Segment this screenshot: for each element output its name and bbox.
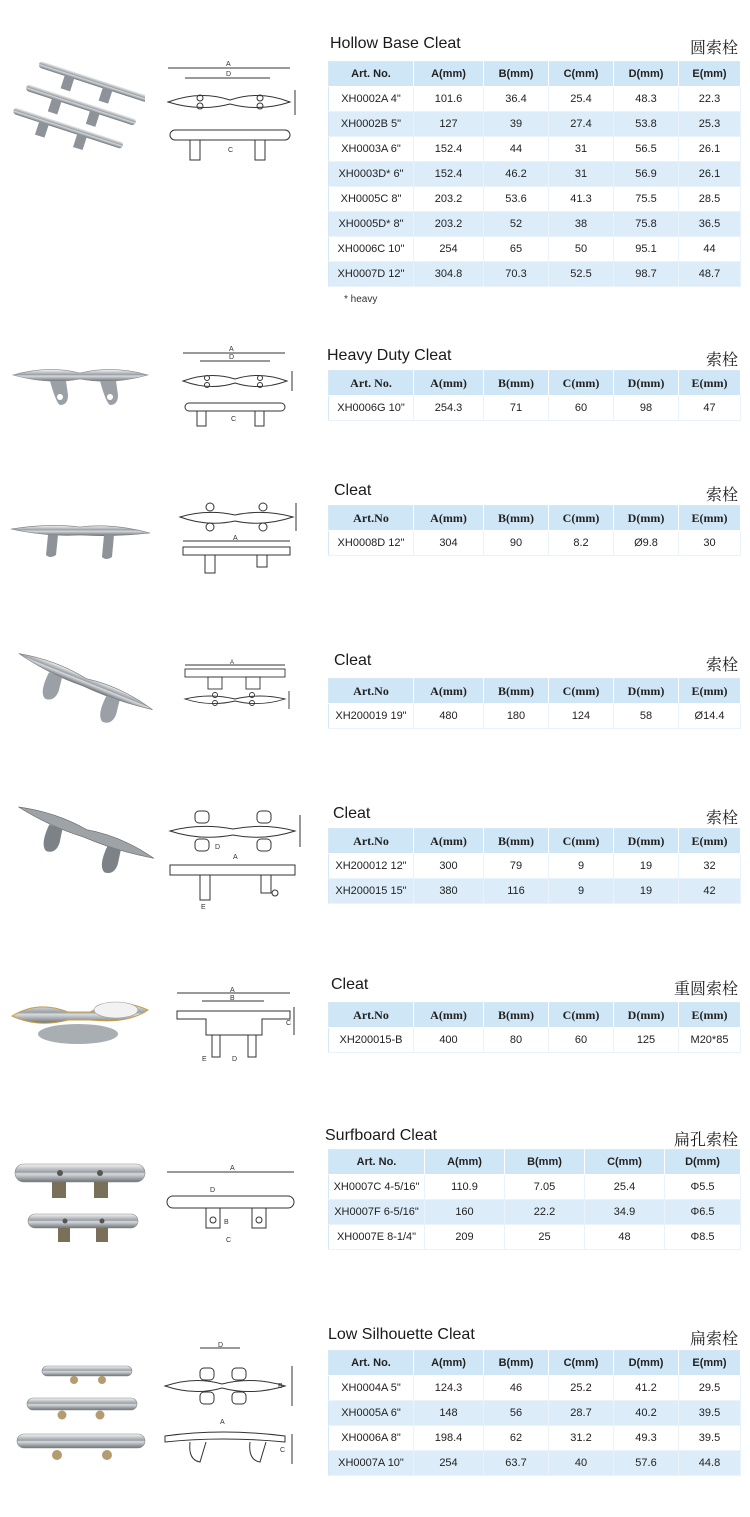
low-silhouette-cleat-photo bbox=[12, 1360, 152, 1475]
dimension-cell: 47 bbox=[679, 396, 741, 421]
column-header: A(mm) bbox=[425, 1150, 505, 1175]
hollow-base-cleat-drawing bbox=[160, 60, 300, 170]
dimension-cell: 56.9 bbox=[614, 162, 679, 187]
section-title-cn: 索栓 bbox=[705, 808, 738, 827]
dim-a-label: A bbox=[229, 346, 234, 353]
section-title: Cleat bbox=[331, 976, 369, 993]
column-header: A(mm) bbox=[414, 506, 484, 531]
dimension-cell: 70.3 bbox=[484, 262, 549, 287]
article-number-cell: XH0007F 6-5/16" bbox=[329, 1200, 425, 1225]
table-row bbox=[329, 187, 741, 212]
article-number-cell: XH0004A 5" bbox=[329, 1376, 414, 1401]
column-header: Art. No. bbox=[329, 371, 414, 396]
dimension-cell: 52.5 bbox=[549, 262, 614, 287]
table-row bbox=[329, 1200, 741, 1225]
dimension-cell: Φ6.5 bbox=[665, 1200, 741, 1225]
article-number-cell: XH0007C 4-5/16" bbox=[329, 1175, 425, 1200]
heavy-duty-cleat-drawing bbox=[175, 345, 300, 430]
dimension-cell: 25.3 bbox=[679, 112, 741, 137]
dim-e-label: E bbox=[201, 904, 206, 910]
article-number-cell: XH0007A 10" bbox=[329, 1451, 414, 1476]
dimension-cell: 79 bbox=[484, 854, 549, 879]
dimension-cell: 125 bbox=[614, 1028, 679, 1053]
column-header: C(mm) bbox=[549, 679, 614, 704]
column-header: B(mm) bbox=[505, 1150, 585, 1175]
article-number-cell: XH0003D* 6" bbox=[329, 162, 414, 187]
table-row bbox=[329, 1175, 741, 1200]
column-header: A(mm) bbox=[414, 371, 484, 396]
dimension-cell: 46.2 bbox=[484, 162, 549, 187]
cleat-drawing bbox=[165, 805, 305, 910]
dimension-cell: 209 bbox=[425, 1225, 505, 1250]
dim-a-label: A bbox=[230, 987, 235, 994]
surfboard-cleat-drawing bbox=[162, 1160, 302, 1260]
table-row bbox=[329, 1376, 741, 1401]
dim-c-label: C bbox=[286, 1020, 292, 1027]
dimension-cell: 101.6 bbox=[414, 87, 484, 112]
table-row bbox=[329, 262, 741, 287]
table-header-row bbox=[329, 1150, 741, 1175]
table-row bbox=[329, 879, 741, 904]
column-header: E(mm) bbox=[679, 679, 741, 704]
column-header: A(mm) bbox=[414, 1351, 484, 1376]
column-header: A(mm) bbox=[414, 679, 484, 704]
dimension-cell: 63.7 bbox=[484, 1451, 549, 1476]
dimension-cell: 152.4 bbox=[414, 162, 484, 187]
column-header: Art.No bbox=[329, 1003, 414, 1028]
dimension-cell: 58 bbox=[614, 704, 679, 729]
dimension-cell: Ø9.8 bbox=[614, 531, 679, 556]
section-title-cn: 索栓 bbox=[705, 350, 738, 369]
dimension-cell: 53.8 bbox=[614, 112, 679, 137]
dim-d-label: D bbox=[218, 1342, 224, 1349]
dimension-cell: 116 bbox=[484, 879, 549, 904]
low-silhouette-cleat-drawing bbox=[160, 1340, 305, 1475]
dimension-cell: 48.7 bbox=[679, 262, 741, 287]
article-number-cell: XH0005D* 8" bbox=[329, 212, 414, 237]
section-title: Hollow Base Cleat bbox=[330, 35, 461, 52]
dimension-cell: 380 bbox=[414, 879, 484, 904]
dimension-cell: 304.8 bbox=[414, 262, 484, 287]
dimension-cell: 22.3 bbox=[679, 87, 741, 112]
dimension-cell: 41.3 bbox=[549, 187, 614, 212]
dim-d-label: D bbox=[210, 1187, 216, 1194]
dimension-cell: 160 bbox=[425, 1200, 505, 1225]
dimension-cell: 9 bbox=[549, 854, 614, 879]
article-number-cell: XH0002A 4" bbox=[329, 87, 414, 112]
table-row bbox=[329, 87, 741, 112]
dimension-cell: 28.7 bbox=[549, 1401, 614, 1426]
column-header: A(mm) bbox=[414, 829, 484, 854]
column-header: D(mm) bbox=[665, 1150, 741, 1175]
dimension-cell: M20*85 bbox=[679, 1028, 741, 1053]
section-title: Low Silhouette Cleat bbox=[328, 1326, 475, 1343]
section-title-cn: 扁索栓 bbox=[689, 1329, 738, 1348]
article-number-cell: XH0007E 8-1/4" bbox=[329, 1225, 425, 1250]
dimension-cell: 56 bbox=[484, 1401, 549, 1426]
table-row bbox=[329, 1028, 741, 1053]
dimension-cell: 180 bbox=[484, 704, 549, 729]
spec-table bbox=[328, 1002, 741, 1053]
article-number-cell: XH200015-B bbox=[329, 1028, 414, 1053]
dimension-cell: 46 bbox=[484, 1376, 549, 1401]
dim-d-label: D bbox=[215, 844, 221, 851]
dimension-cell: 56.5 bbox=[614, 137, 679, 162]
section-title: Heavy Duty Cleat bbox=[327, 347, 452, 364]
section-title-cn: 索栓 bbox=[705, 655, 738, 674]
column-header: Art. No. bbox=[329, 1351, 414, 1376]
dimension-cell: 22.2 bbox=[505, 1200, 585, 1225]
table-header-row bbox=[329, 506, 741, 531]
dimension-cell: Ø14.4 bbox=[679, 704, 741, 729]
table-row bbox=[329, 396, 741, 421]
article-number-cell: XH200012 12" bbox=[329, 854, 414, 879]
column-header: B(mm) bbox=[484, 371, 549, 396]
table-header-row bbox=[329, 371, 741, 396]
heavy-note: * heavy bbox=[344, 294, 378, 305]
dimension-cell: 198.4 bbox=[414, 1426, 484, 1451]
cleat-drawing bbox=[175, 495, 300, 580]
dimension-cell: 44.8 bbox=[679, 1451, 741, 1476]
spec-table bbox=[328, 1350, 741, 1476]
dimension-cell: 75.5 bbox=[614, 187, 679, 212]
dimension-cell: 98 bbox=[614, 396, 679, 421]
dimension-cell: 39.5 bbox=[679, 1401, 741, 1426]
dim-b-label: B bbox=[224, 1219, 229, 1226]
article-number-cell: XH0005A 6" bbox=[329, 1401, 414, 1426]
dimension-cell: 304 bbox=[414, 531, 484, 556]
cleat-photo bbox=[8, 640, 158, 735]
dim-d-label: D bbox=[226, 71, 232, 78]
dimension-cell: 8.2 bbox=[549, 531, 614, 556]
spec-table bbox=[328, 370, 741, 421]
column-header: A(mm) bbox=[414, 62, 484, 87]
article-number-cell: XH0006G 10" bbox=[329, 396, 414, 421]
table-row bbox=[329, 137, 741, 162]
dimension-cell: 39 bbox=[484, 112, 549, 137]
table-row bbox=[329, 162, 741, 187]
dimension-cell: 80 bbox=[484, 1028, 549, 1053]
article-number-cell: XH0002B 5" bbox=[329, 112, 414, 137]
column-header: C(mm) bbox=[549, 1351, 614, 1376]
dimension-cell: 50 bbox=[549, 237, 614, 262]
dimension-cell: 203.2 bbox=[414, 187, 484, 212]
dimension-cell: 98.7 bbox=[614, 262, 679, 287]
cleat-drawing bbox=[172, 985, 300, 1065]
column-header: B(mm) bbox=[484, 679, 549, 704]
dimension-cell: 40 bbox=[549, 1451, 614, 1476]
dim-b-label: B bbox=[278, 1383, 283, 1390]
dimension-cell: 44 bbox=[679, 237, 741, 262]
dimension-cell: 44 bbox=[484, 137, 549, 162]
dimension-cell: 28.5 bbox=[679, 187, 741, 212]
dimension-cell: 400 bbox=[414, 1028, 484, 1053]
column-header: D(mm) bbox=[614, 62, 679, 87]
dimension-cell: 480 bbox=[414, 704, 484, 729]
column-header: Art.No bbox=[329, 829, 414, 854]
dimension-cell: 75.8 bbox=[614, 212, 679, 237]
spec-table bbox=[328, 505, 741, 556]
dimension-cell: 32 bbox=[679, 854, 741, 879]
table-row bbox=[329, 531, 741, 556]
hollow-base-cleat-photo bbox=[5, 60, 145, 170]
dimension-cell: 19 bbox=[614, 879, 679, 904]
column-header: D(mm) bbox=[614, 829, 679, 854]
column-header: Art.No bbox=[329, 679, 414, 704]
cleat-drawing bbox=[180, 655, 295, 735]
dimension-cell: 25 bbox=[505, 1225, 585, 1250]
table-row bbox=[329, 704, 741, 729]
section-hollow-base-cleat bbox=[0, 0, 750, 320]
cleat-photo bbox=[8, 795, 158, 885]
section-title: Cleat bbox=[334, 482, 372, 499]
dimension-cell: 7.05 bbox=[505, 1175, 585, 1200]
column-header: D(mm) bbox=[614, 679, 679, 704]
dimension-cell: 19 bbox=[614, 854, 679, 879]
article-number-cell: XH0005C 8" bbox=[329, 187, 414, 212]
dimension-cell: 25.4 bbox=[549, 87, 614, 112]
dimension-cell: 60 bbox=[549, 396, 614, 421]
article-number-cell: XH0003A 6" bbox=[329, 137, 414, 162]
dimension-cell: 25.2 bbox=[549, 1376, 614, 1401]
section-title: Surfboard Cleat bbox=[325, 1127, 438, 1144]
dimension-cell: 36.5 bbox=[679, 212, 741, 237]
dimension-cell: 26.1 bbox=[679, 137, 741, 162]
dimension-cell: 110.9 bbox=[425, 1175, 505, 1200]
column-header: B(mm) bbox=[484, 1351, 549, 1376]
table-header-row bbox=[329, 1003, 741, 1028]
column-header: A(mm) bbox=[414, 1003, 484, 1028]
dimension-cell: 254.3 bbox=[414, 396, 484, 421]
column-header: E(mm) bbox=[679, 371, 741, 396]
section-title-cn: 扁孔索栓 bbox=[673, 1130, 738, 1149]
dimension-cell: 95.1 bbox=[614, 237, 679, 262]
dimension-cell: 254 bbox=[414, 237, 484, 262]
dimension-cell: Φ8.5 bbox=[665, 1225, 741, 1250]
column-header: E(mm) bbox=[679, 1003, 741, 1028]
article-number-cell: XH200015 15" bbox=[329, 879, 414, 904]
dimension-cell: 31 bbox=[549, 137, 614, 162]
article-number-cell: XH0007D 12" bbox=[329, 262, 414, 287]
dimension-cell: 60 bbox=[549, 1028, 614, 1053]
dim-b-label: B bbox=[230, 995, 235, 1002]
dimension-cell: 49.3 bbox=[614, 1426, 679, 1451]
article-number-cell: XH200019 19" bbox=[329, 704, 414, 729]
dim-c-label: C bbox=[231, 416, 237, 423]
column-header: E(mm) bbox=[679, 506, 741, 531]
dim-a-label: A bbox=[220, 1419, 225, 1426]
dimension-cell: Φ5.5 bbox=[665, 1175, 741, 1200]
dim-c-label: C bbox=[228, 147, 234, 154]
column-header: D(mm) bbox=[614, 371, 679, 396]
dim-d-label: D bbox=[229, 354, 235, 361]
column-header: C(mm) bbox=[549, 1003, 614, 1028]
dimension-cell: 31 bbox=[549, 162, 614, 187]
dimension-cell: 300 bbox=[414, 854, 484, 879]
table-header-row bbox=[329, 679, 741, 704]
table-row bbox=[329, 1225, 741, 1250]
dimension-cell: 42 bbox=[679, 879, 741, 904]
dimension-cell: 124.3 bbox=[414, 1376, 484, 1401]
dimension-cell: 30 bbox=[679, 531, 741, 556]
dimension-cell: 27.4 bbox=[549, 112, 614, 137]
table-row bbox=[329, 212, 741, 237]
section-title: Cleat bbox=[334, 652, 372, 669]
table-row bbox=[329, 1401, 741, 1426]
column-header: C(mm) bbox=[549, 829, 614, 854]
column-header: Art. No. bbox=[329, 1150, 425, 1175]
column-header: E(mm) bbox=[679, 62, 741, 87]
surfboard-cleat-photo bbox=[10, 1158, 150, 1253]
column-header: B(mm) bbox=[484, 1003, 549, 1028]
heavy-duty-cleat-photo bbox=[8, 355, 153, 425]
column-header: B(mm) bbox=[484, 829, 549, 854]
section-title-cn: 圆索栓 bbox=[689, 38, 738, 57]
dimension-cell: 203.2 bbox=[414, 212, 484, 237]
dimension-cell: 39.5 bbox=[679, 1426, 741, 1451]
dimension-cell: 254 bbox=[414, 1451, 484, 1476]
spec-table bbox=[328, 1149, 741, 1250]
cleat-photo bbox=[8, 505, 153, 565]
dimension-cell: 65 bbox=[484, 237, 549, 262]
section-title: Cleat bbox=[333, 805, 371, 822]
column-header: C(mm) bbox=[549, 506, 614, 531]
dimension-cell: 38 bbox=[549, 212, 614, 237]
column-header: Art. No. bbox=[329, 62, 414, 87]
column-header: Art.No bbox=[329, 506, 414, 531]
dimension-cell: 9 bbox=[549, 879, 614, 904]
column-header: C(mm) bbox=[585, 1150, 665, 1175]
dim-c-label: C bbox=[226, 1237, 232, 1244]
table-row bbox=[329, 237, 741, 262]
dimension-cell: 57.6 bbox=[614, 1451, 679, 1476]
dim-a-label: A bbox=[226, 61, 231, 68]
column-header: E(mm) bbox=[679, 1351, 741, 1376]
spec-table bbox=[328, 678, 741, 729]
table-header-row bbox=[329, 829, 741, 854]
dimension-cell: 40.2 bbox=[614, 1401, 679, 1426]
dimension-cell: 152.4 bbox=[414, 137, 484, 162]
dimension-cell: 90 bbox=[484, 531, 549, 556]
column-header: B(mm) bbox=[484, 62, 549, 87]
dimension-cell: 36.4 bbox=[484, 87, 549, 112]
table-row bbox=[329, 854, 741, 879]
article-number-cell: XH0006C 10" bbox=[329, 237, 414, 262]
dim-e-label: E bbox=[202, 1056, 207, 1063]
dimension-cell: 48 bbox=[585, 1225, 665, 1250]
article-number-cell: XH0006A 8" bbox=[329, 1426, 414, 1451]
column-header: C(mm) bbox=[549, 371, 614, 396]
dimension-cell: 26.1 bbox=[679, 162, 741, 187]
dimension-cell: 48.3 bbox=[614, 87, 679, 112]
dimension-cell: 34.9 bbox=[585, 1200, 665, 1225]
article-number-cell: XH0008D 12" bbox=[329, 531, 414, 556]
column-header: D(mm) bbox=[614, 1351, 679, 1376]
column-header: E(mm) bbox=[679, 829, 741, 854]
dim-a-label: A bbox=[230, 660, 235, 666]
table-row bbox=[329, 1451, 741, 1476]
column-header: D(mm) bbox=[614, 1003, 679, 1028]
spec-table bbox=[328, 61, 741, 287]
dimension-cell: 62 bbox=[484, 1426, 549, 1451]
dimension-cell: 127 bbox=[414, 112, 484, 137]
dim-a-label: A bbox=[230, 1165, 235, 1172]
dimension-cell: 53.6 bbox=[484, 187, 549, 212]
dimension-cell: 148 bbox=[414, 1401, 484, 1426]
dimension-cell: 25.4 bbox=[585, 1175, 665, 1200]
spec-table bbox=[328, 828, 741, 904]
table-row bbox=[329, 1426, 741, 1451]
dim-a-label: A bbox=[233, 535, 238, 542]
dimension-cell: 71 bbox=[484, 396, 549, 421]
dimension-cell: 52 bbox=[484, 212, 549, 237]
dim-d-label: D bbox=[232, 1056, 238, 1063]
dimension-cell: 29.5 bbox=[679, 1376, 741, 1401]
dimension-cell: 31.2 bbox=[549, 1426, 614, 1451]
dim-c-label: C bbox=[280, 1447, 286, 1454]
section-title-cn: 索栓 bbox=[705, 485, 738, 504]
section-title-cn: 重圆索栓 bbox=[673, 979, 738, 998]
column-header: B(mm) bbox=[484, 506, 549, 531]
dimension-cell: 41.2 bbox=[614, 1376, 679, 1401]
dimension-cell: 124 bbox=[549, 704, 614, 729]
table-header-row bbox=[329, 1351, 741, 1376]
column-header: C(mm) bbox=[549, 62, 614, 87]
cleat-photo bbox=[8, 990, 153, 1055]
dim-a-label: A bbox=[233, 854, 238, 861]
table-header-row bbox=[329, 62, 741, 87]
column-header: D(mm) bbox=[614, 506, 679, 531]
table-row bbox=[329, 112, 741, 137]
